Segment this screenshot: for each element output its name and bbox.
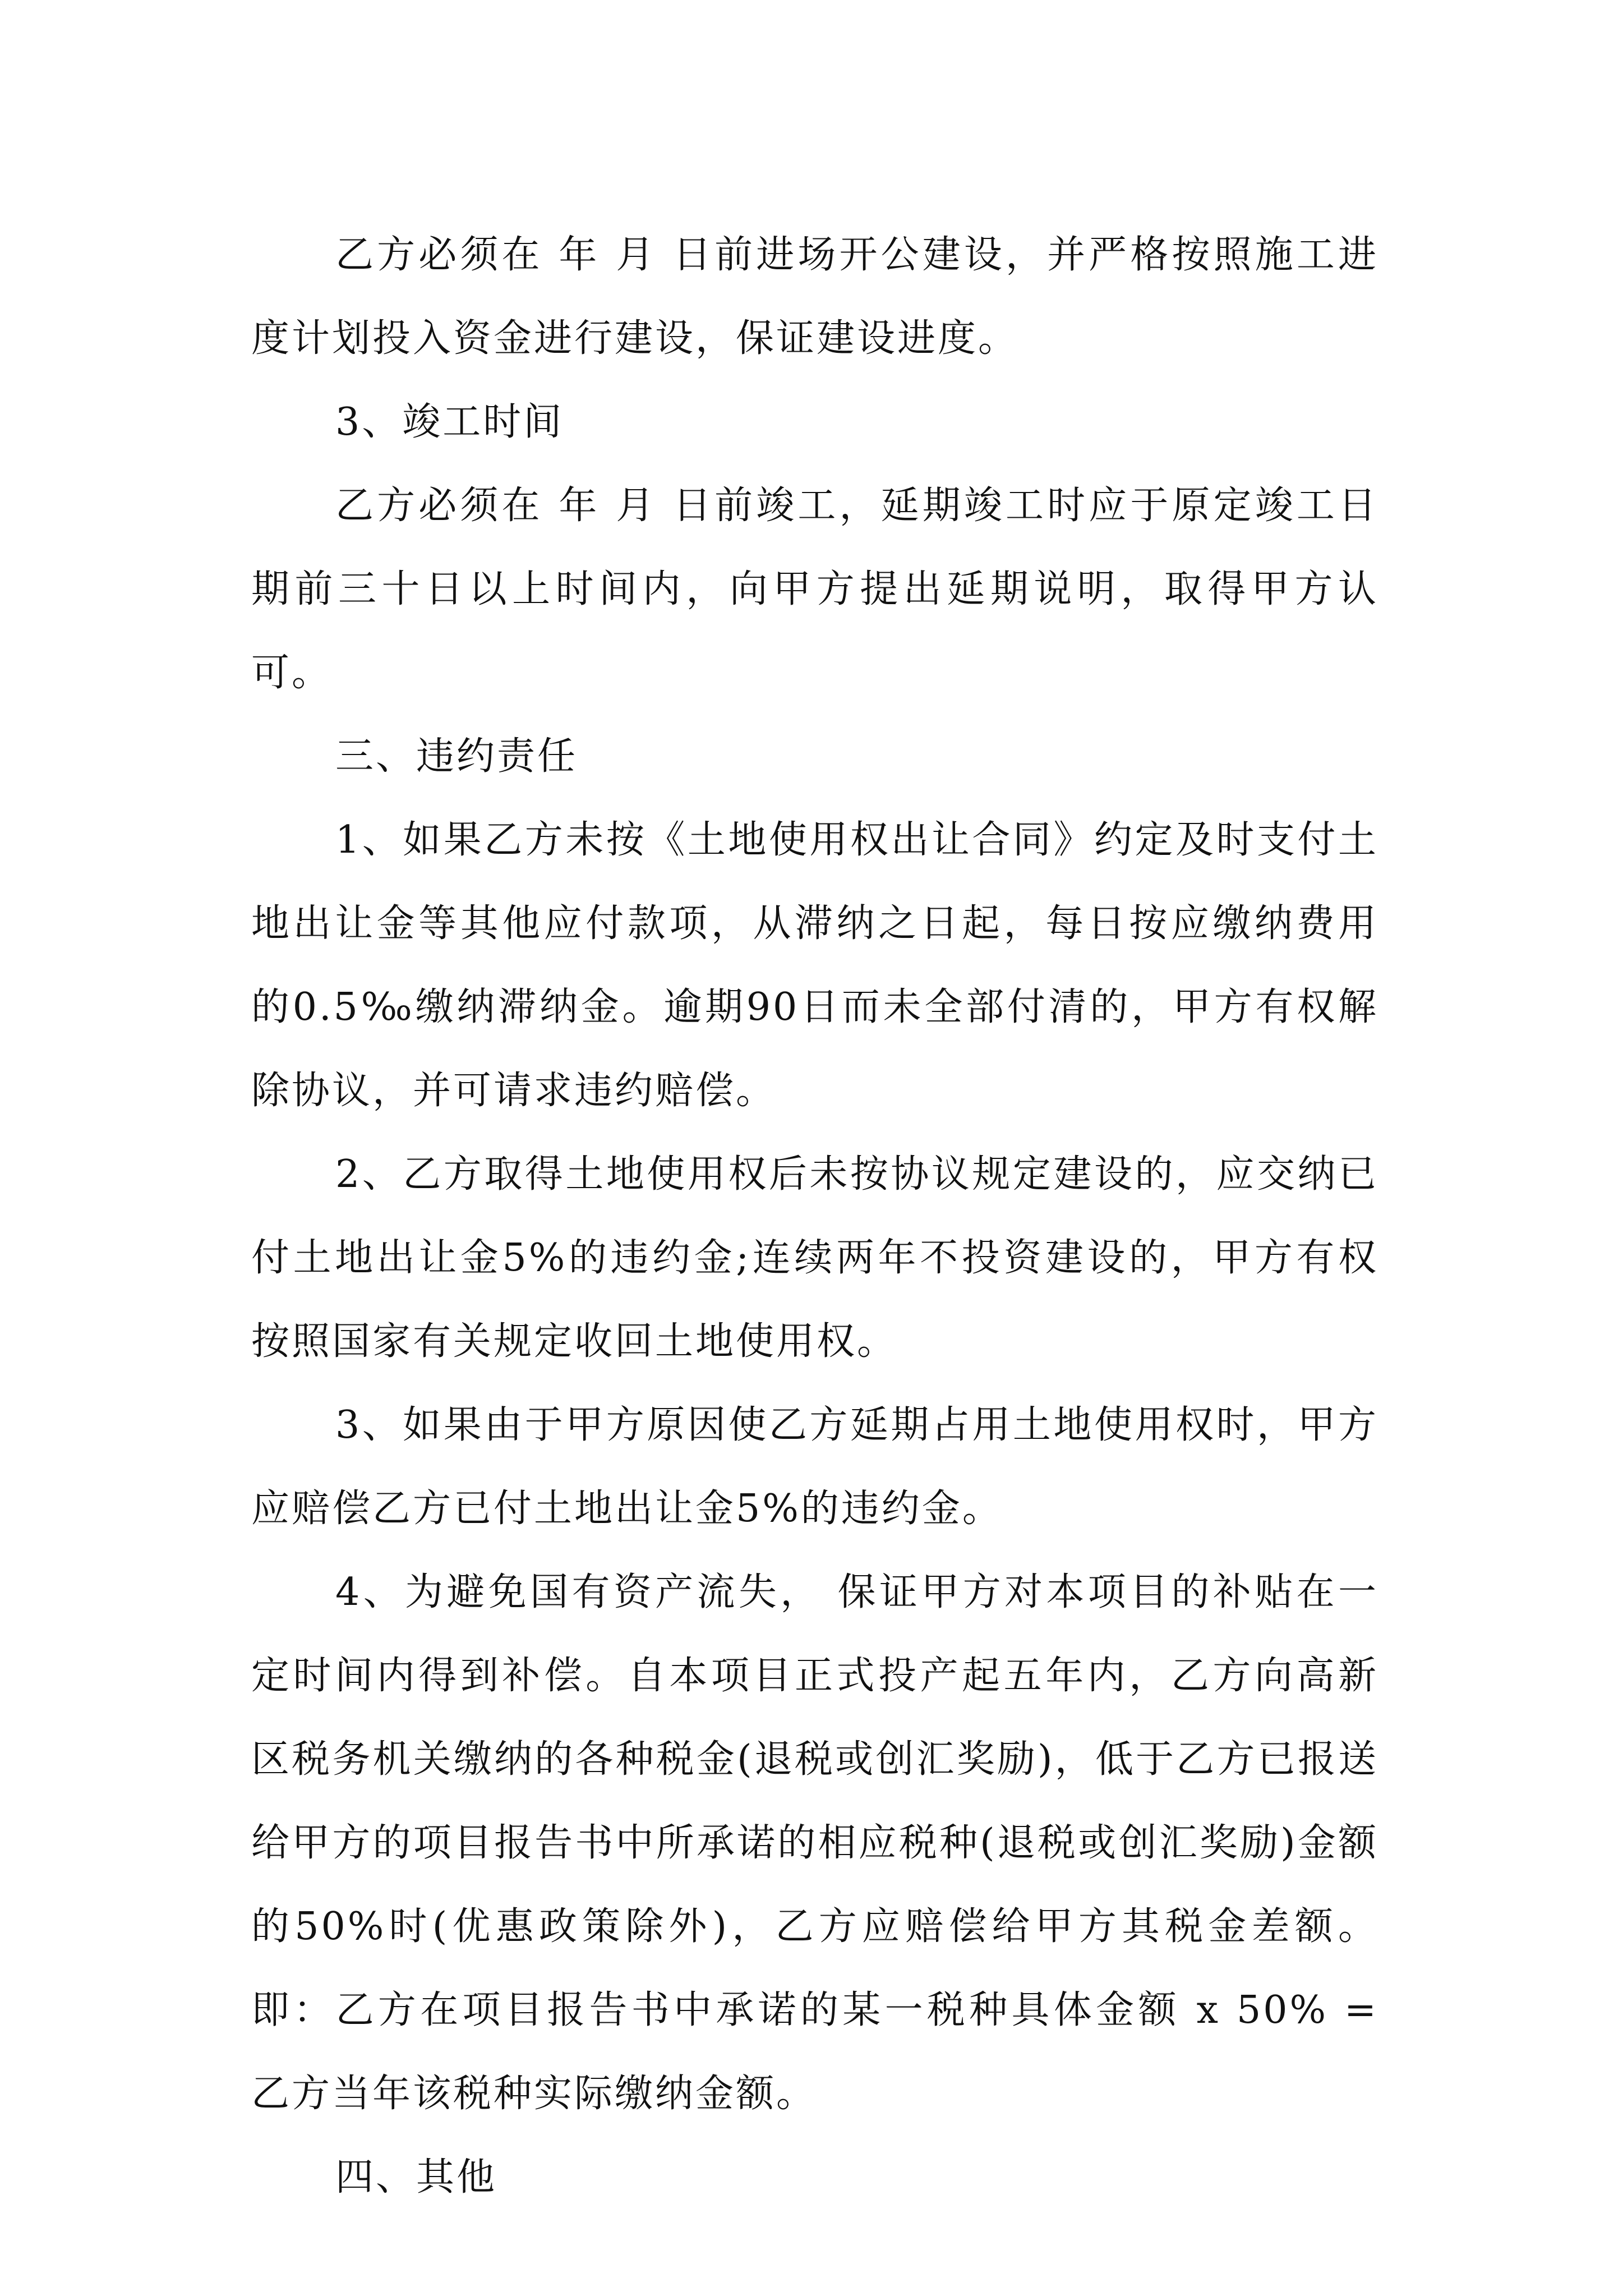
paragraph-construction-start: 乙方必须在 年 月 日前进场开公建设，并严格按照施工进度计划投入资金进行建设，保证建设进度。 [251, 233, 1378, 361]
paragraph-completion: 乙方必须在 年 月 日前竣工，延期竣工时应于原定竣工日期前三十日以上时间内，向甲方提出延期说明，取得甲方认可。 [251, 484, 1378, 695]
paragraph-clause-4: 4、为避免国有资产流失， 保证甲方对本项目的补贴在一定时间内得到补偿。自本项目正式投产起五年内，乙方向高新区税务机关缴纳的各种税金(退税或创汇奖励)，低于乙方已报送给甲方的项目报告书中所承诺的相应税种(退税或创汇奖励)金额的50%时(优惠政策除外)，乙方应赔偿给甲方其税金差额。即：乙方在项目报告书中承诺的某一税种具体金额 x 50% = 乙方当年该税种实际缴纳金额。 [251, 1570, 1378, 2116]
heading-completion-time: 3、竣工时间 [335, 400, 564, 444]
paragraph-clause-1: 1、如果乙方未按《土地使用权出让合同》约定及时支付土地出让金等其他应付款项，从滞纳之日起，每日按应缴纳费用的0.5‰缴纳滞纳金。逾期90日而未全部付清的，甲方有权解除协议，并可请求违约赔偿。 [251, 818, 1378, 1113]
heading-liability-for-breach: 三、违约责任 [335, 734, 578, 779]
heading-other: 四、其他 [335, 2155, 497, 2200]
paragraph-clause-3: 3、如果由于甲方原因使乙方延期占用土地使用权时，甲方应赔偿乙方已付土地出让金5%的违约金。 [251, 1403, 1378, 1531]
document-body [251, 213, 1378, 2219]
paragraph-clause-2: 2、乙方取得土地使用权后未按协议规定建设的，应交纳已付土地出让金5%的违约金;连续两年不投资建设的，甲方有权按照国家有关规定收回土地使用权。 [251, 1152, 1378, 1364]
